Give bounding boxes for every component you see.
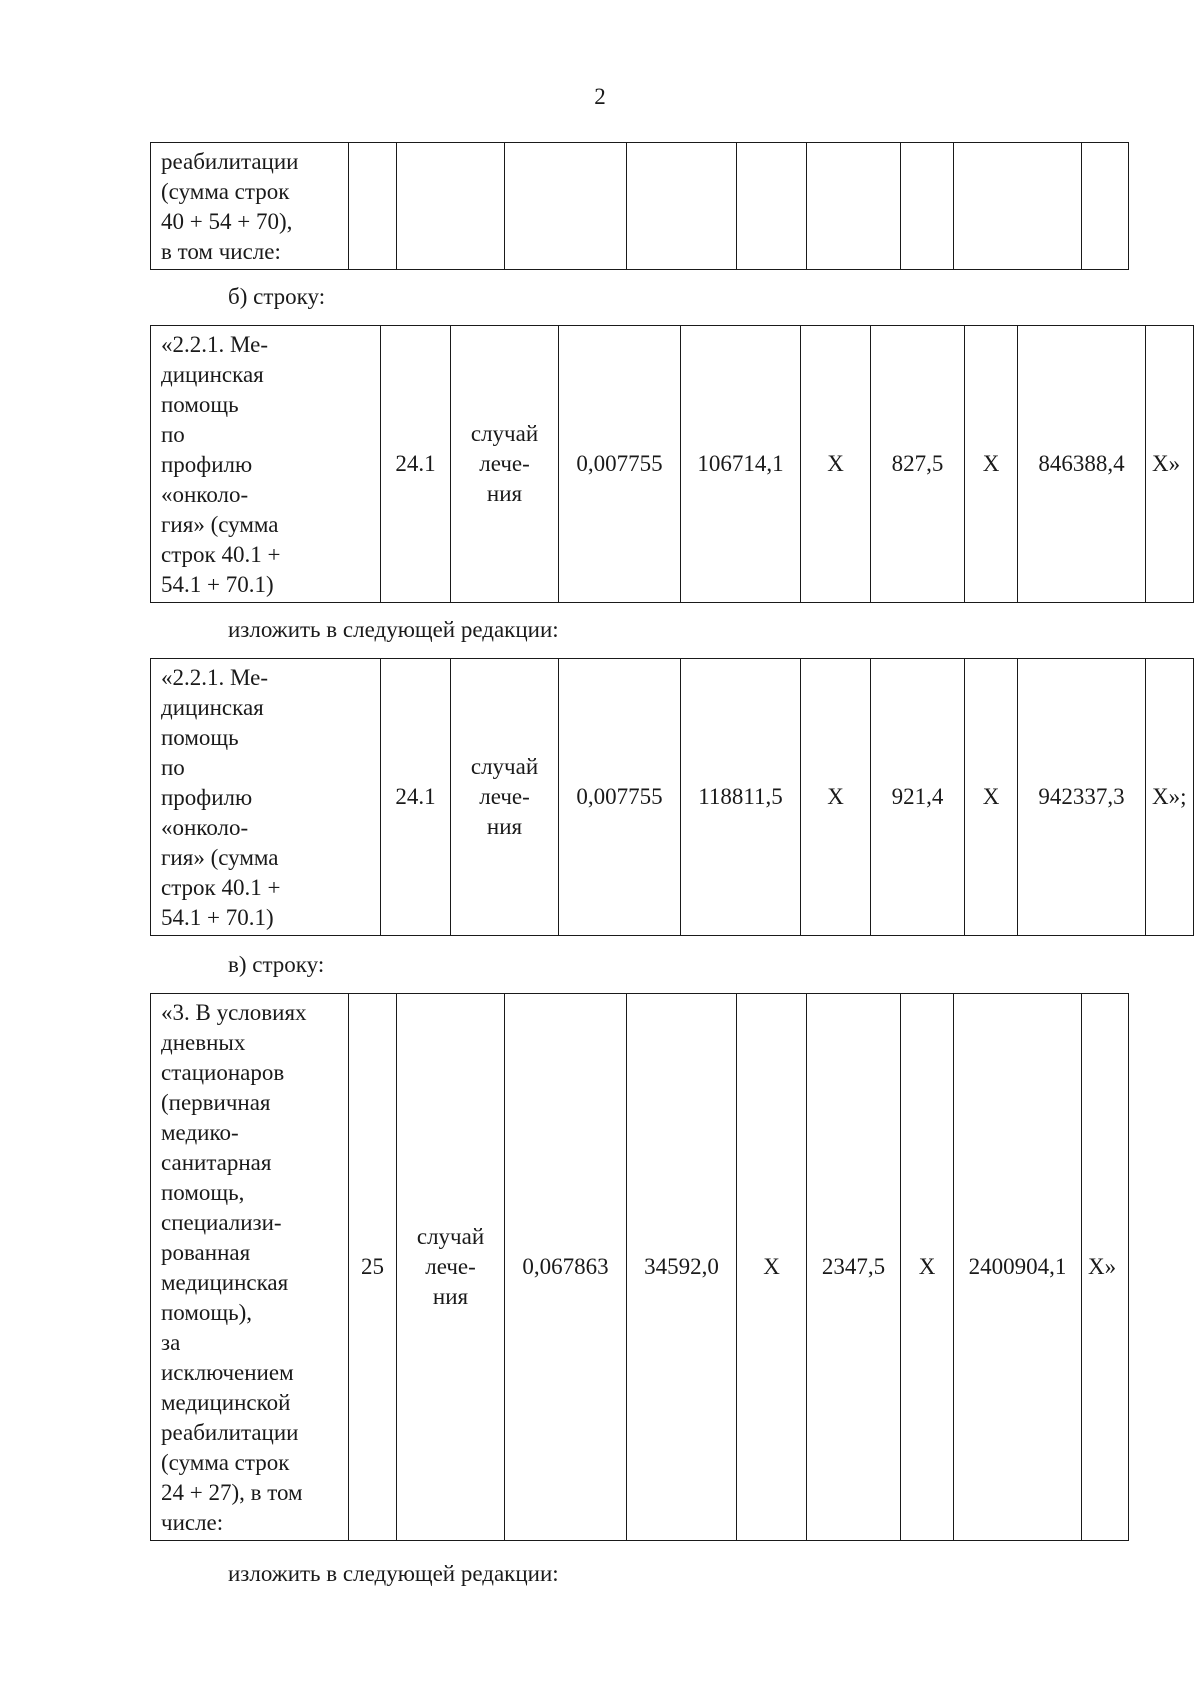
table-day-hospitals <box>150 993 1129 1541</box>
x-cell-1: X <box>737 994 807 1541</box>
cost-cell <box>627 143 737 270</box>
value-cell <box>807 143 901 270</box>
total-cell: 846388,4 <box>1018 326 1146 603</box>
cost-cell: 34592,0 <box>627 994 737 1541</box>
row-number-cell: 24.1 <box>381 659 451 936</box>
norm-cell: 0,067863 <box>505 994 627 1541</box>
page-number: 2 <box>594 84 606 109</box>
unit-cell: случай лече- ния <box>397 994 505 1541</box>
cost-cell: 118811,5 <box>681 659 801 936</box>
norm-cell <box>505 143 627 270</box>
table-continuation-rehab <box>150 142 1129 270</box>
description-cell: «2.2.1. Ме- дицинская помощь по профилю «онколо- гия» (сумма строк 40.1 + 54.1 + 70.1) <box>151 659 381 936</box>
norm-cell: 0,007755 <box>559 659 681 936</box>
row-number-cell <box>349 143 397 270</box>
table-body <box>151 994 1129 1541</box>
table-body <box>151 143 1129 270</box>
x-cell-2: X <box>965 326 1018 603</box>
row-number-cell: 24.1 <box>381 326 451 603</box>
total-cell <box>954 143 1082 270</box>
description-cell: реабилитации (сумма строк 40 + 54 + 70), в том числе: <box>151 143 349 270</box>
table-row <box>151 994 1129 1541</box>
unit-cell: случай лече- ния <box>451 659 559 936</box>
table-row <box>151 326 1194 603</box>
unit-cell: случай лече- ния <box>451 326 559 603</box>
x-cell-last: X» <box>1146 326 1194 603</box>
paragraph-v-row: в) строку: <box>228 952 325 977</box>
value-cell: 921,4 <box>871 659 965 936</box>
total-cell: 2400904,1 <box>954 994 1082 1541</box>
paragraph-edit-1: изложить в следующей редакции: <box>228 617 559 642</box>
description-cell: «2.2.1. Ме- дицинская помощь по профилю «онколо- гия» (сумма строк 40.1 + 54.1 + 70.1) <box>151 326 381 603</box>
description-cell: «3. В условиях дневных стационаров (первичная медико- санитарная помощь, специализи- рованная медицинская помощь), за исключением медицинской реабилитации (сумма строк 24 + 27), в том числе: <box>151 994 349 1541</box>
paragraph-b-row: б) строку: <box>228 284 326 309</box>
table-body <box>151 326 1194 603</box>
value-cell: 2347,5 <box>807 994 901 1541</box>
paragraph-edit-2: изложить в следующей редакции: <box>228 1561 559 1586</box>
table-row <box>151 143 1129 270</box>
x-cell-1 <box>737 143 807 270</box>
total-cell: 942337,3 <box>1018 659 1146 936</box>
value-cell: 827,5 <box>871 326 965 603</box>
table-oncology-new <box>150 658 1194 936</box>
x-cell-last: X»; <box>1146 659 1194 936</box>
table-oncology-old <box>150 325 1194 603</box>
norm-cell: 0,007755 <box>559 326 681 603</box>
x-cell-2: X <box>965 659 1018 936</box>
x-cell-last <box>1082 143 1129 270</box>
x-cell-1: X <box>801 659 871 936</box>
row-number-cell: 25 <box>349 994 397 1541</box>
unit-cell <box>397 143 505 270</box>
cost-cell: 106714,1 <box>681 326 801 603</box>
table-body <box>151 659 1194 936</box>
x-cell-1: X <box>801 326 871 603</box>
x-cell-2: X <box>901 994 954 1541</box>
table-row <box>151 659 1194 936</box>
x-cell-2 <box>901 143 954 270</box>
x-cell-last: X» <box>1082 994 1129 1541</box>
